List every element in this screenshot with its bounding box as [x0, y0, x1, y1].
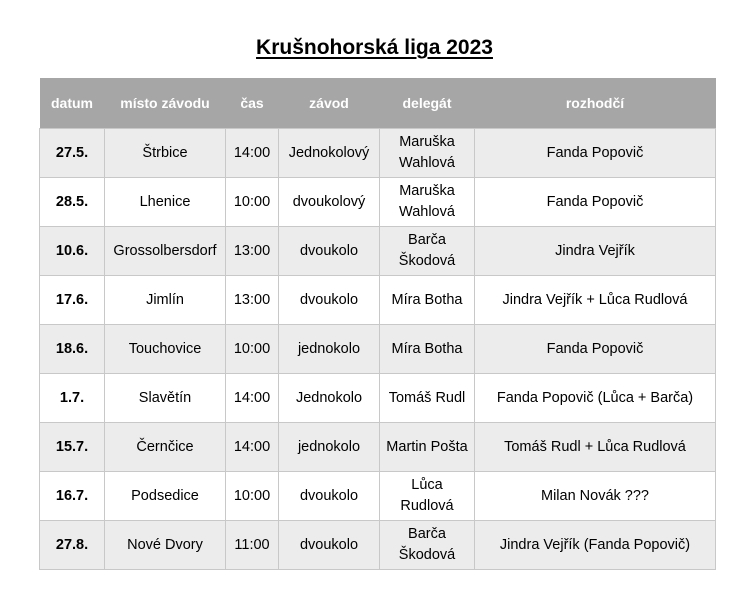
- race-type-cell: jednokolo: [279, 423, 380, 472]
- table-row: [40, 227, 716, 276]
- time-cell: 13:00: [226, 227, 279, 276]
- column-header-misto: místo závodu: [105, 78, 226, 129]
- race-type-cell: jednokolo: [279, 325, 380, 374]
- column-header-zavod: závod: [279, 78, 380, 129]
- referee-cell: Fanda Popovič (Lůca + Barča): [475, 374, 716, 423]
- date-cell: 1.7.: [40, 374, 105, 423]
- delegate-cell: Martin Pošta: [380, 423, 475, 472]
- date-cell: 27.5.: [40, 129, 105, 178]
- referee-cell: Jindra Vejřík (Fanda Popovič): [475, 521, 716, 570]
- page-title: Krušnohorská liga 2023: [256, 36, 493, 59]
- time-cell: 13:00: [226, 276, 279, 325]
- date-cell: 27.8.: [40, 521, 105, 570]
- referee-cell: Fanda Popovič: [475, 129, 716, 178]
- delegate-cell: Maruška Wahlová: [380, 129, 475, 178]
- table-row: [40, 374, 716, 423]
- referee-cell: Fanda Popovič: [475, 325, 716, 374]
- venue-cell: Slavětín: [105, 374, 226, 423]
- venue-cell: Černčice: [105, 423, 226, 472]
- delegate-cell: Míra Botha: [380, 276, 475, 325]
- delegate-cell: Barča Škodová: [380, 521, 475, 570]
- delegate-cell: Barča Škodová: [380, 227, 475, 276]
- venue-cell: Touchovice: [105, 325, 226, 374]
- date-cell: 28.5.: [40, 178, 105, 227]
- referee-cell: Milan Novák ???: [475, 472, 716, 521]
- column-header-cas: čas: [226, 78, 279, 129]
- schedule-table: [39, 78, 716, 570]
- race-type-cell: dvoukolo: [279, 276, 380, 325]
- venue-cell: Lhenice: [105, 178, 226, 227]
- venue-cell: Jimlín: [105, 276, 226, 325]
- delegate-cell: Tomáš Rudl: [380, 374, 475, 423]
- race-type-cell: Jednokolo: [279, 374, 380, 423]
- table-row: [40, 178, 716, 227]
- time-cell: 14:00: [226, 423, 279, 472]
- venue-cell: Štrbice: [105, 129, 226, 178]
- delegate-cell: Míra Botha: [380, 325, 475, 374]
- table-row: [40, 521, 716, 570]
- referee-cell: Jindra Vejřík: [475, 227, 716, 276]
- referee-cell: Tomáš Rudl + Lůca Rudlová: [475, 423, 716, 472]
- time-cell: 14:00: [226, 374, 279, 423]
- time-cell: 10:00: [226, 178, 279, 227]
- column-header-rozhodci: rozhodčí: [475, 78, 716, 129]
- venue-cell: Podsedice: [105, 472, 226, 521]
- venue-cell: Grossolbersdorf: [105, 227, 226, 276]
- date-cell: 10.6.: [40, 227, 105, 276]
- venue-cell: Nové Dvory: [105, 521, 226, 570]
- table-row: [40, 472, 716, 521]
- table-row: [40, 423, 716, 472]
- race-type-cell: Jednokolový: [279, 129, 380, 178]
- date-cell: 15.7.: [40, 423, 105, 472]
- date-cell: 18.6.: [40, 325, 105, 374]
- table-row: [40, 325, 716, 374]
- table-row: [40, 276, 716, 325]
- time-cell: 10:00: [226, 325, 279, 374]
- column-header-delegat: delegát: [380, 78, 475, 129]
- table-row: [40, 129, 716, 178]
- referee-cell: Fanda Popovič: [475, 178, 716, 227]
- delegate-cell: Maruška Wahlová: [380, 178, 475, 227]
- race-type-cell: dvoukolo: [279, 227, 380, 276]
- delegate-cell: Lůca Rudlová: [380, 472, 475, 521]
- race-type-cell: dvoukolo: [279, 472, 380, 521]
- column-header-datum: datum: [40, 78, 105, 129]
- time-cell: 11:00: [226, 521, 279, 570]
- date-cell: 17.6.: [40, 276, 105, 325]
- time-cell: 14:00: [226, 129, 279, 178]
- date-cell: 16.7.: [40, 472, 105, 521]
- race-type-cell: dvoukolový: [279, 178, 380, 227]
- race-type-cell: dvoukolo: [279, 521, 380, 570]
- header-row: [40, 78, 716, 129]
- time-cell: 10:00: [226, 472, 279, 521]
- referee-cell: Jindra Vejřík + Lůca Rudlová: [475, 276, 716, 325]
